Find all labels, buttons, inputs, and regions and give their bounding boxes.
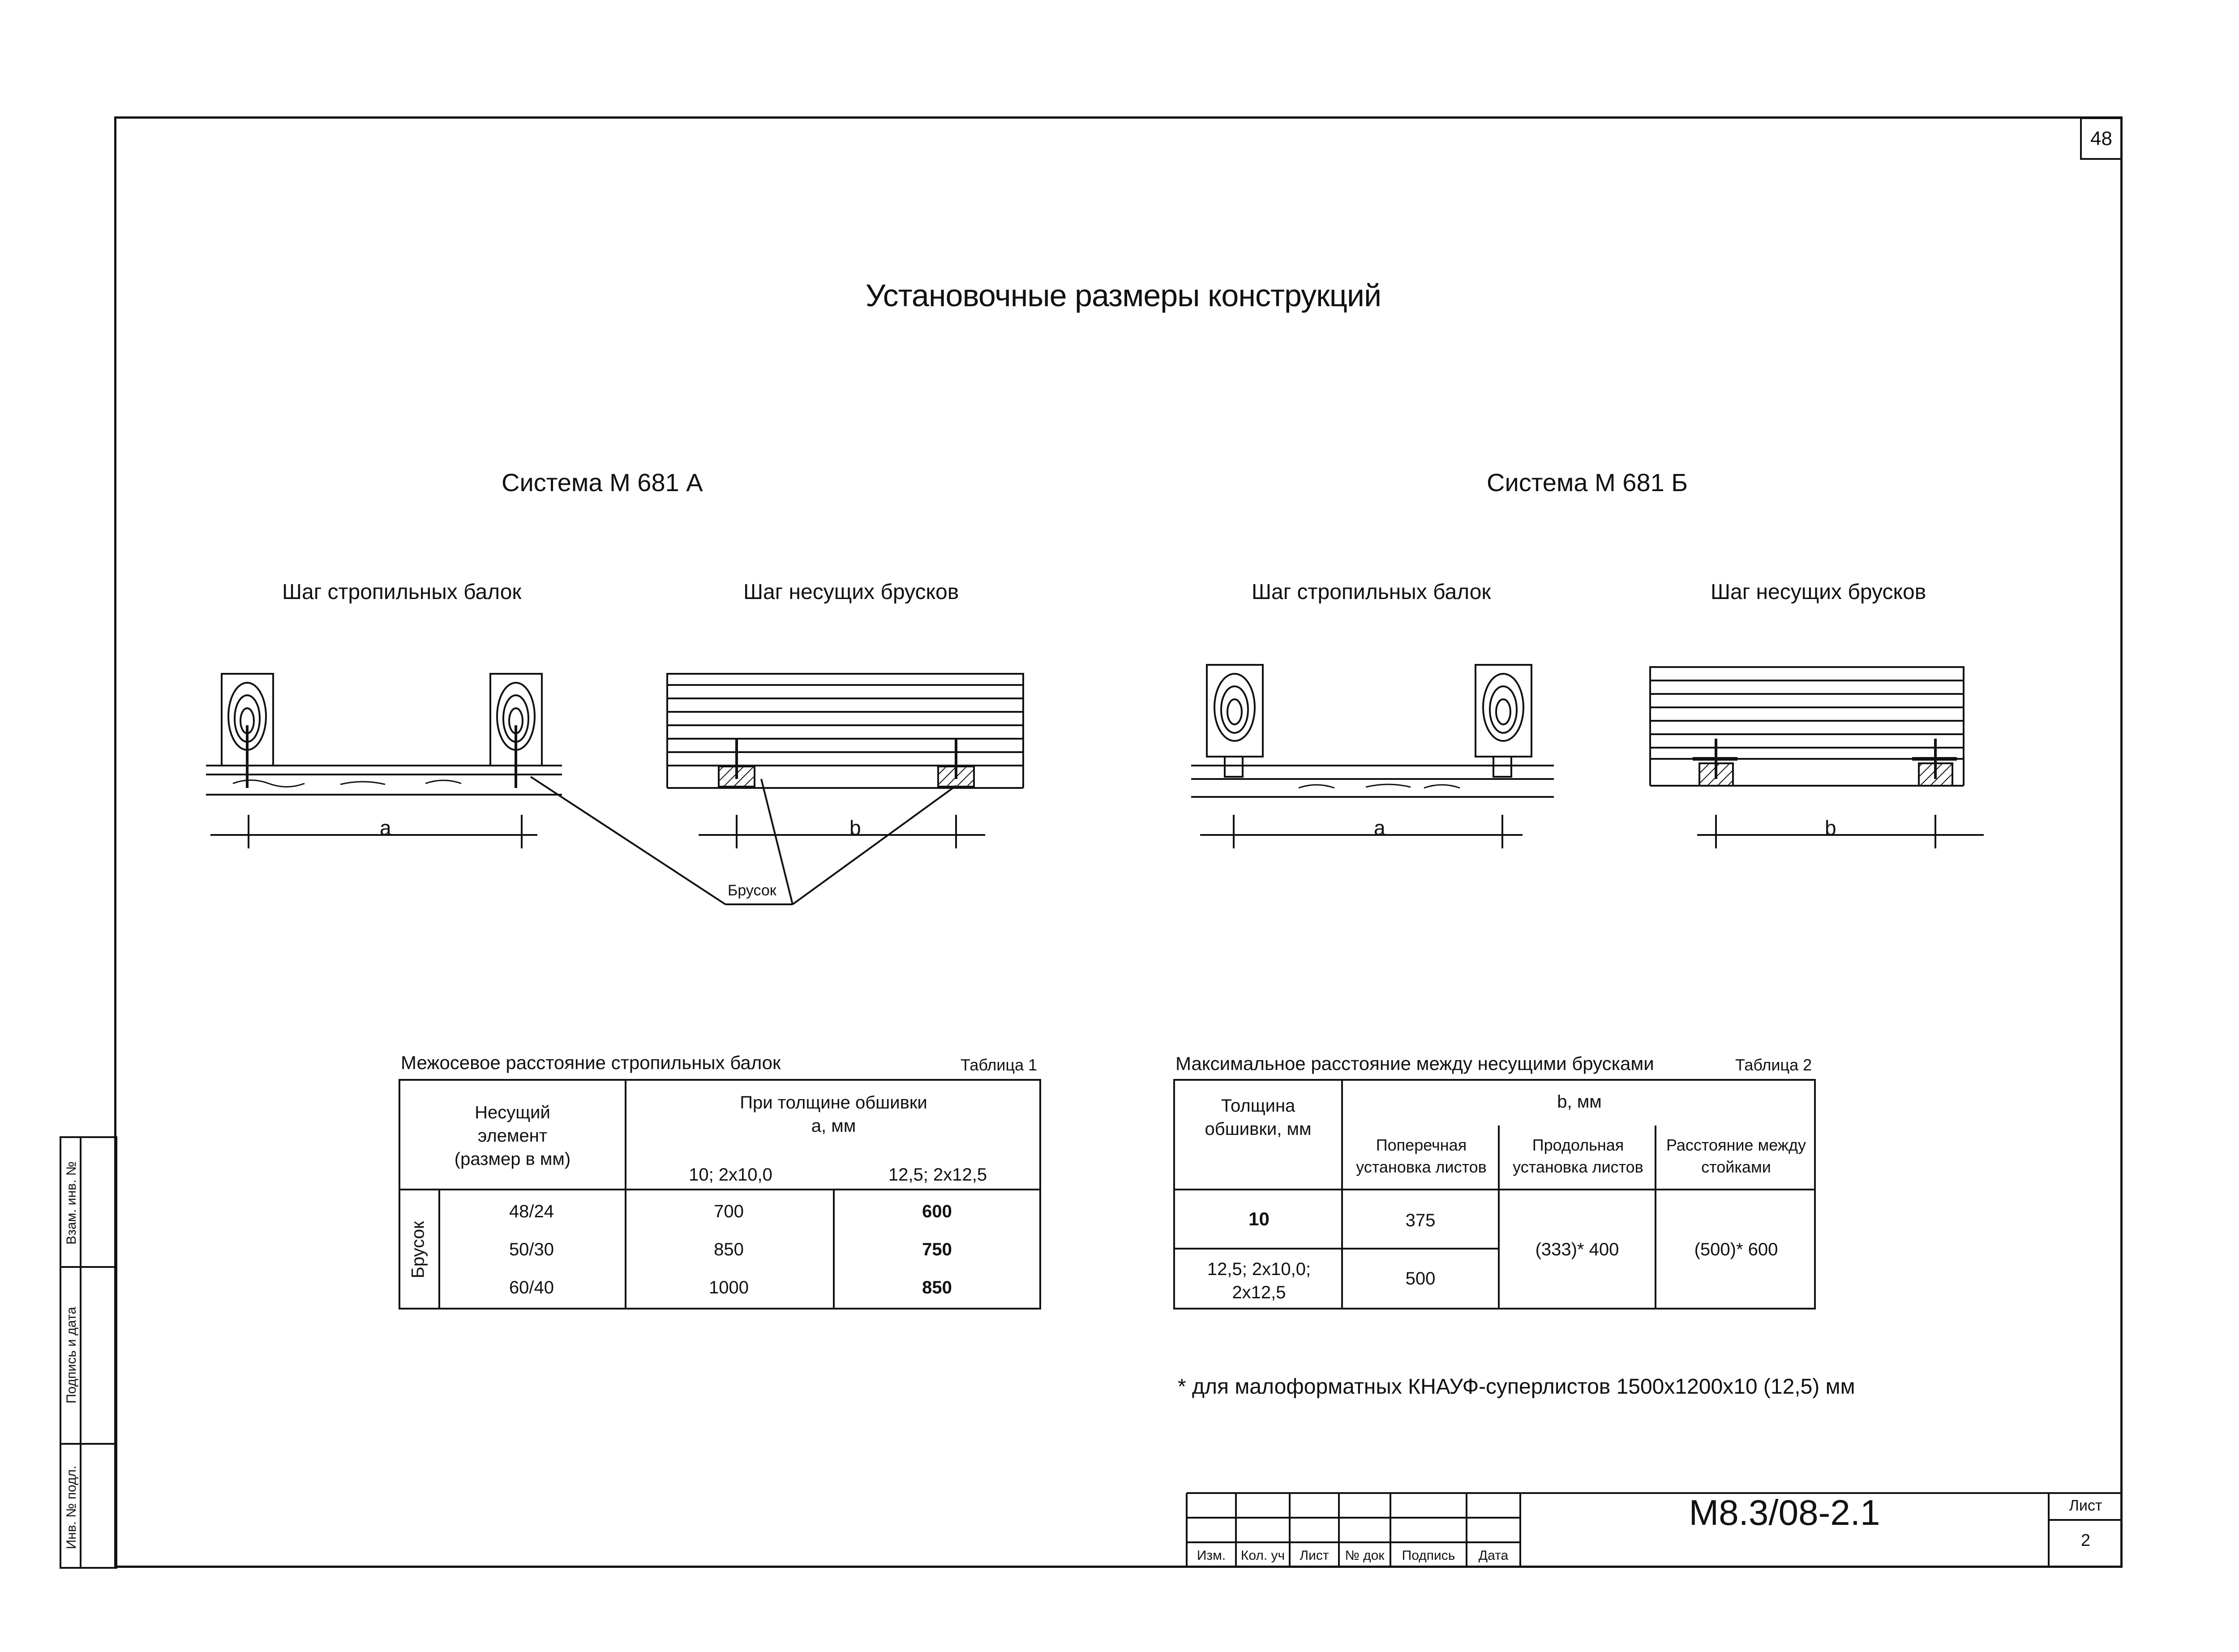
table2-merged-v3: (500)* 600	[1694, 1240, 1778, 1259]
table2-caption: Максимальное расстояние между несущими брусками	[1175, 1053, 1654, 1074]
page-number: 48	[2080, 117, 2123, 160]
table2-merged-v2: (333)* 400	[1535, 1240, 1619, 1259]
table2-row2-v1: 500	[1405, 1269, 1436, 1288]
table1-col2: 12,5; 2x12,5	[888, 1164, 987, 1185]
brusok-callout: Брусок	[728, 882, 776, 899]
system-b-rafter-drawing	[1191, 665, 1554, 848]
system-b-bar-label: Шаг несущих брусков	[1711, 580, 1926, 604]
system-b-dim-b: b	[1825, 816, 1836, 839]
tb-ndok: № док	[1345, 1548, 1385, 1563]
stamp-inv: Инв. № подл.	[64, 1465, 79, 1549]
system-a-bar-label: Шаг несущих брусков	[743, 580, 959, 604]
table1-row-size: 60/40	[509, 1278, 554, 1297]
system-b-label: Система М 681 Б	[1487, 468, 1688, 496]
system-a-rafter-drawing	[206, 674, 725, 904]
system-a-bar-drawing	[667, 674, 1023, 904]
tb-podpis: Подпись	[1402, 1548, 1455, 1563]
stamp-vzam: Взам. инв. №	[64, 1161, 79, 1245]
system-b-bar-drawing	[1650, 667, 1984, 848]
system-b-dim-a: a	[1374, 816, 1385, 839]
system-a-rafter-label: Шаг стропильных балок	[282, 580, 522, 604]
table2-body	[1173, 1079, 1816, 1310]
table1-row-size: 50/30	[509, 1240, 554, 1259]
table1-col1: 10; 2x10,0	[689, 1164, 772, 1185]
tb-izm: Изм.	[1197, 1548, 1226, 1563]
sheet-label: Лист	[2069, 1497, 2102, 1514]
table1-row-size: 48/24	[509, 1202, 554, 1221]
table1-body	[399, 1079, 1041, 1310]
table2-row2-thickness: 12,5; 2x10,0; 2x12,5	[1207, 1259, 1311, 1302]
table2-head-b: b, мм	[1557, 1092, 1602, 1112]
table1-head-element-cell: Несущий элемент (размер в мм)	[400, 1081, 626, 1190]
footnote: * для малоформатных КНАУФ-суперлистов 1500х1200х10 (12,5) мм	[1178, 1375, 1855, 1399]
table2-row1-thickness: 10	[1248, 1208, 1270, 1229]
system-a-dim-a: a	[380, 816, 391, 839]
table2-number: Таблица 2	[1735, 1056, 1812, 1074]
table2-head-thickness: Толщина обшивки, мм	[1175, 1081, 1343, 1190]
document-code: М8.3/08-2.1	[1689, 1493, 1880, 1532]
sheet-number: 2	[2080, 1531, 2091, 1550]
table1-caption: Межосевое расстояние стропильных балок	[401, 1052, 781, 1073]
table2-row1-v1: 375	[1405, 1211, 1436, 1230]
table1-head-thickness-cell: При толщине обшивки а, мм	[740, 1093, 927, 1136]
table1-row-v2: 850	[922, 1278, 952, 1297]
stamp-podpis: Подпись и дата	[64, 1307, 79, 1404]
table2-col3: Расстояние между стойками	[1666, 1136, 1806, 1176]
table1-row-v2: 750	[922, 1240, 952, 1259]
table1-group-label: Брусок	[408, 1221, 428, 1279]
system-b-rafter-label: Шаг стропильных балок	[1252, 580, 1491, 604]
table1-row-v1: 1000	[709, 1278, 749, 1297]
table2-col2: Продольная установка листов	[1513, 1136, 1643, 1176]
table1-row-v2: 600	[922, 1202, 952, 1221]
table2-col1: Поперечная установка листов	[1356, 1136, 1487, 1176]
table1-number: Таблица 1	[961, 1056, 1038, 1074]
system-a-label: Система М 681 А	[502, 468, 703, 496]
page-title: Установочные размеры конструкций	[865, 278, 1381, 313]
tb-data: Дата	[1478, 1548, 1509, 1563]
system-a-dim-b: b	[849, 816, 861, 839]
tb-list: Лист	[1300, 1548, 1329, 1563]
table1-row-v1: 700	[714, 1202, 744, 1221]
table1-row-v1: 850	[714, 1240, 744, 1259]
tb-kol: Кол. уч	[1240, 1548, 1285, 1563]
